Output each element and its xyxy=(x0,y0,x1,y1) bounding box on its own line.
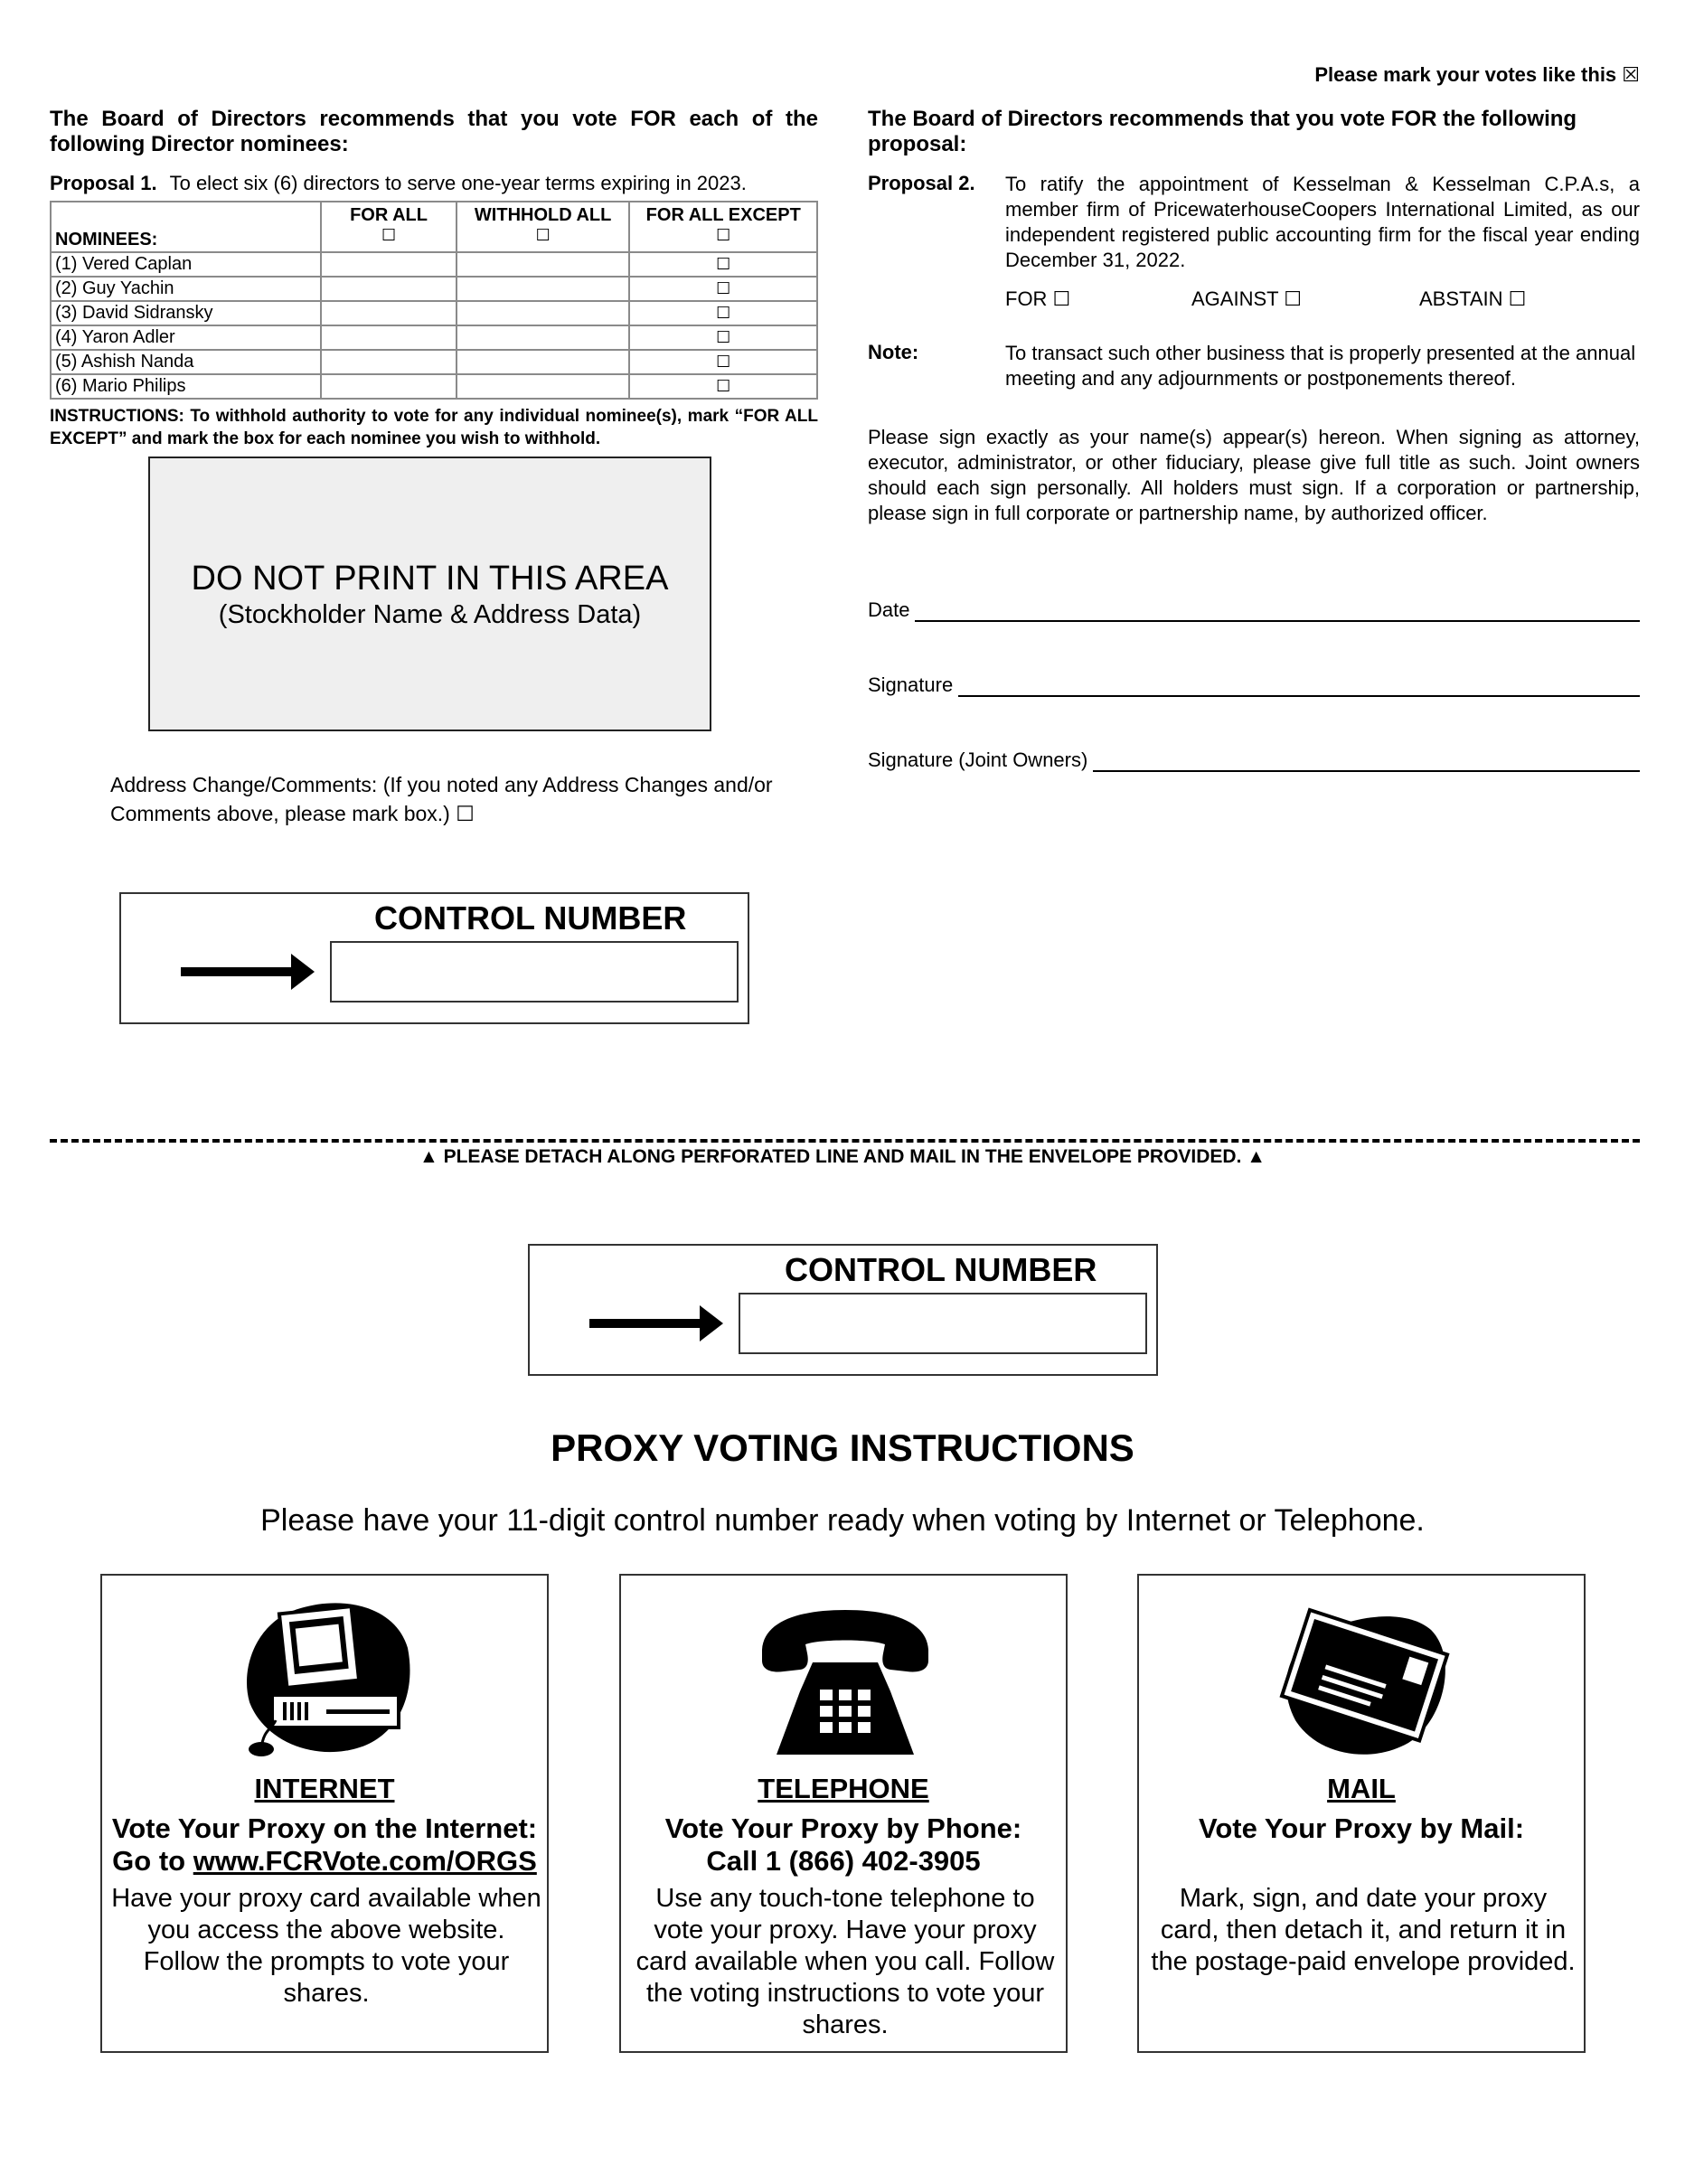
withhold-all-checkbox[interactable]: ☐ xyxy=(535,226,551,245)
date-field[interactable] xyxy=(915,602,1640,622)
mail-voting-box xyxy=(1137,1574,1586,2053)
for-all-column xyxy=(321,202,457,252)
nominee-row xyxy=(51,350,817,374)
mail-title: MAIL xyxy=(1327,1773,1396,1804)
nominee-name: (4) Yaron Adler xyxy=(51,325,321,350)
arrow-right-icon xyxy=(589,1319,703,1328)
nominee-except-checkbox[interactable]: ☐ xyxy=(716,328,731,347)
nominee-except-checkbox[interactable]: ☐ xyxy=(716,304,731,323)
control-number-box-top xyxy=(119,892,749,1024)
proxy-voting-title: PROXY VOTING INSTRUCTIONS xyxy=(551,1426,1134,1469)
joint-signature-row xyxy=(868,748,1640,772)
signing-instructions: Please sign exactly as your name(s) appear(s) hereon. When signing as attorney, executor, administrator, or other fiduciary, please give full title as such. Joint owners should each sign personally. All holders must sign. If a corporation or partnership, please sign in full corporate or partnership name, by authorized officer. xyxy=(868,426,1640,524)
nominee-row xyxy=(51,374,817,399)
mail-heading-line1: Vote Your Proxy by Mail: xyxy=(1198,1812,1525,1844)
withhold-all-label: WITHHOLD ALL xyxy=(474,205,612,225)
withhold-instructions: INSTRUCTIONS: To withhold authority to vote for any individual nominee(s), mark “FOR ALL EXCEPT” and mark the box for each nominee you wish to withhold. xyxy=(50,407,818,448)
computer-icon xyxy=(236,1594,417,1765)
nominee-row xyxy=(51,301,817,325)
perforated-line xyxy=(50,1139,1640,1143)
for-all-except-column xyxy=(629,202,817,252)
proposal-1 xyxy=(50,172,747,195)
internet-voting-box xyxy=(100,1574,549,2053)
stockholder-address-area xyxy=(148,457,711,731)
joint-signature-label: Signature (Joint Owners) xyxy=(868,748,1088,771)
telephone-voting-box xyxy=(619,1574,1068,2053)
for-all-except-checkbox[interactable]: ☐ xyxy=(716,226,731,245)
nominee-name: (2) Guy Yachin xyxy=(51,277,321,301)
proposal-1-label: Proposal 1. xyxy=(50,172,157,194)
control-number-field[interactable] xyxy=(739,1293,1147,1354)
for-all-except-label: FOR ALL EXCEPT xyxy=(645,205,801,225)
internet-instructions: Have your proxy card available when you access the above website. Follow the prompts to vote your shares. xyxy=(111,1884,541,2008)
note-text: To transact such other business that is properly presented at the annual meeting and any adjournments or postponements thereof. xyxy=(1005,342,1636,390)
nominee-except-checkbox[interactable]: ☐ xyxy=(716,255,731,274)
internet-heading xyxy=(102,1812,547,1878)
mail-instructions: Mark, sign, and date your proxy card, then detach it, and return it in the postage-paid envelope provided. xyxy=(1151,1884,1576,1976)
nominee-row xyxy=(51,252,817,277)
date-row xyxy=(868,598,1640,622)
internet-heading-line2 xyxy=(102,1845,547,1878)
control-number-field[interactable] xyxy=(330,941,739,1003)
for-all-label: FOR ALL xyxy=(350,205,428,225)
nominees-header-row xyxy=(51,202,817,252)
nominee-name: (6) Mario Philips xyxy=(51,374,321,399)
detach-instruction: ▲ PLEASE DETACH ALONG PERFORATED LINE AND MAIL IN THE ENVELOPE PROVIDED. ▲ xyxy=(419,1146,1266,1167)
nominee-row xyxy=(51,277,817,301)
joint-signature-field[interactable] xyxy=(1093,752,1640,772)
telephone-icon xyxy=(755,1594,936,1765)
left-board-recommendation: The Board of Directors recommends that you vote FOR each of the following Director nominees: xyxy=(50,107,818,156)
proposal-2-for-checkbox[interactable]: FOR ☐ xyxy=(1005,287,1071,310)
for-all-checkbox[interactable]: ☐ xyxy=(381,226,397,245)
internet-heading-line1: Vote Your Proxy on the Internet: xyxy=(111,1812,538,1844)
internet-goto-text: Go to xyxy=(112,1845,193,1877)
nominee-name: (5) Ashish Nanda xyxy=(51,350,321,374)
telephone-heading-line1: Vote Your Proxy by Phone: xyxy=(664,1812,1022,1844)
note-label: Note: xyxy=(868,341,919,363)
proposal-2-abstain-checkbox[interactable]: ABSTAIN ☐ xyxy=(1419,287,1527,310)
telephone-heading xyxy=(621,1812,1066,1878)
control-number-label: CONTROL NUMBER xyxy=(374,899,687,937)
right-board-recommendation: The Board of Directors recommends that you vote FOR the following proposal: xyxy=(868,107,1577,156)
date-label: Date xyxy=(868,598,910,621)
nominees-table xyxy=(50,201,818,400)
telephone-instructions: Use any touch-tone telephone to vote your proxy. Have your proxy card available when you call. Follow the voting instructions to vote your shares. xyxy=(635,1884,1055,2039)
mail-heading xyxy=(1139,1812,1584,1845)
telephone-title: TELEPHONE xyxy=(758,1773,929,1804)
proposal-2-label: Proposal 2. xyxy=(868,172,975,194)
nominee-name: (1) Vered Caplan xyxy=(51,252,321,277)
mark-instruction: Please mark your votes like this ☒ xyxy=(1314,63,1640,86)
proposal-1-text: To elect six (6) directors to serve one-year terms expiring in 2023. xyxy=(169,172,747,194)
do-not-print-title: DO NOT PRINT IN THIS AREA xyxy=(191,560,669,598)
telephone-number[interactable]: Call 1 (866) 402-3905 xyxy=(706,1845,981,1877)
nominee-except-checkbox[interactable]: ☐ xyxy=(716,377,731,396)
nominees-column-header: NOMINEES: xyxy=(51,202,321,252)
envelope-icon xyxy=(1273,1594,1454,1765)
do-not-print-subtitle: (Stockholder Name & Address Data) xyxy=(218,600,642,629)
withhold-all-column xyxy=(457,202,630,252)
arrow-right-icon xyxy=(181,967,295,976)
nominee-name: (3) David Sidransky xyxy=(51,301,321,325)
signature-label: Signature xyxy=(868,673,954,696)
signature-row xyxy=(868,673,1640,697)
internet-title: INTERNET xyxy=(254,1773,395,1804)
nominee-row xyxy=(51,325,817,350)
control-number-label: CONTROL NUMBER xyxy=(785,1251,1097,1288)
nominee-except-checkbox[interactable]: ☐ xyxy=(716,353,731,372)
proposal-2-against-checkbox[interactable]: AGAINST ☐ xyxy=(1191,287,1303,310)
control-number-box-bottom xyxy=(528,1244,1158,1376)
proposal-2-text: To ratify the appointment of Kesselman & Kesselman C.P.A.s, a member firm of PricewaterhouseCoopers International Limited, as our independent registered public accounting firm for the fiscal year ending December 31, 2022. xyxy=(1005,173,1640,271)
address-change-comments[interactable]: Address Change/Comments: (If you noted any Address Changes and/or Comments above, please mark box.) ☐ xyxy=(110,773,773,825)
nominee-except-checkbox[interactable]: ☐ xyxy=(716,279,731,298)
signature-field[interactable] xyxy=(958,677,1640,697)
internet-voting-link[interactable]: www.FCRVote.com/ORGS xyxy=(193,1845,537,1877)
proxy-voting-subtitle: Please have your 11-digit control number ready when voting by Internet or Telephone. xyxy=(260,1503,1425,1538)
